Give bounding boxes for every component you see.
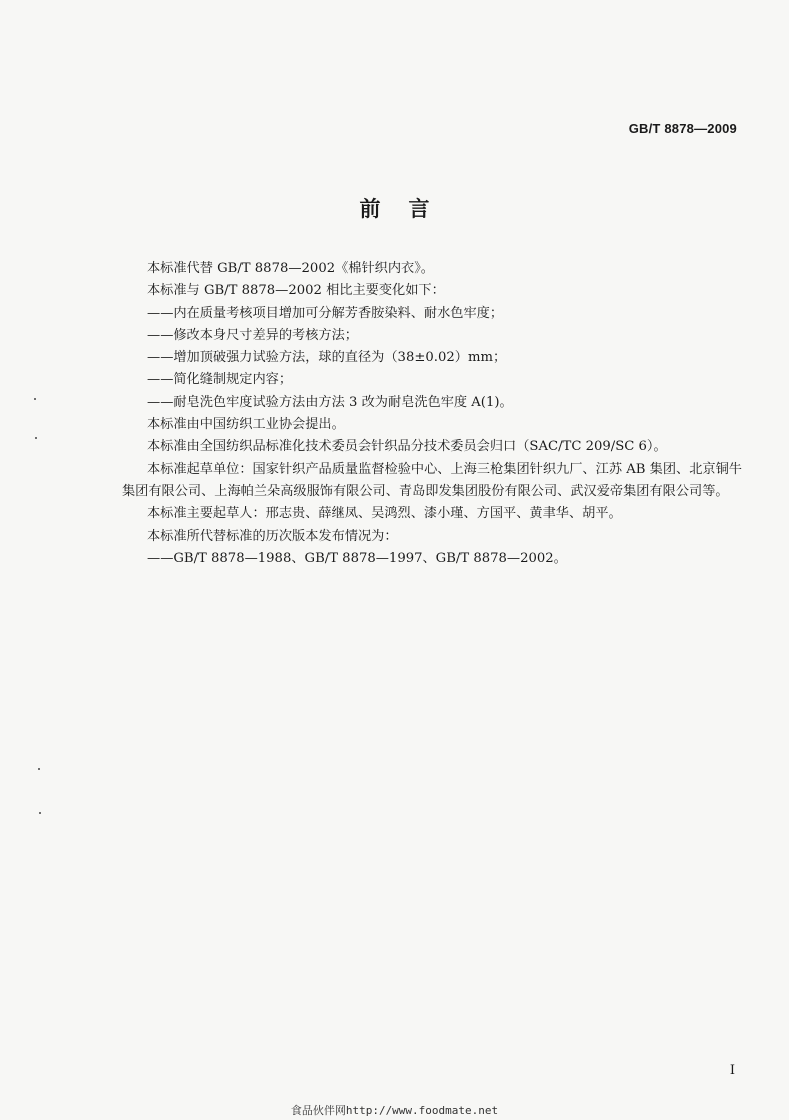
standard-number: GB/T 8878—2009 bbox=[628, 121, 737, 136]
paragraph-replaces: 本标准代替 GB/T 8878—2002《棉针织内衣》。 bbox=[147, 261, 434, 276]
foreword-title: 前言 bbox=[359, 197, 458, 221]
page-number: I bbox=[729, 1063, 735, 1078]
scan-speck bbox=[34, 398, 36, 400]
paragraph-drafters: 本标准主要起草人：邢志贵、薛继凤、吴鸿烈、漆小瑾、方国平、黄聿华、胡平。 bbox=[147, 506, 622, 522]
change-item: ——修改本身尺寸差异的考核方法； bbox=[147, 327, 358, 343]
paragraph-changes-intro: 本标准与 GB/T 8878—2002 相比主要变化如下： bbox=[147, 283, 445, 299]
footer-site-name: 食品伙伴网 bbox=[290, 1104, 346, 1117]
change-item: ——内在质量考核项目增加可分解芳香胺染料、耐水色牢度； bbox=[147, 305, 504, 321]
scan-speck bbox=[39, 812, 41, 814]
paragraph-proposer: 本标准由中国纺织工业协会提出。 bbox=[147, 417, 345, 433]
scan-speck bbox=[35, 437, 37, 439]
paragraph-administrator: 本标准由全国纺织品标准化技术委员会针织品分技术委员会归口（SAC/TC 209/SC 6）。 bbox=[147, 439, 667, 455]
footer-watermark bbox=[0, 1102, 789, 1118]
footer-url: http://www.foodmate.net bbox=[345, 1104, 499, 1117]
scan-speck bbox=[38, 768, 40, 770]
foreword-body bbox=[122, 258, 742, 570]
paragraph-drafting-units: 本标准起草单位：国家针织产品质量监督检验中心、上海三枪集团针织九厂、江苏 AB 集团、北京铜牛集团有限公司、上海帕兰朵高级服饰有限公司、青岛即发集团股份有限公司、武汉爱帝集团有限公司等。 bbox=[122, 461, 742, 499]
change-item: ——简化缝制规定内容； bbox=[147, 372, 293, 388]
change-item: ——增加顶破强力试验方法，球的直径为（38±0.02）mm； bbox=[147, 350, 507, 366]
paragraph-history-intro: 本标准所代替标准的历次版本发布情况为： bbox=[147, 528, 398, 544]
history-item: ——GB/T 8878—1988、GB/T 8878—1997、GB/T 8878—2002。 bbox=[147, 550, 567, 566]
change-item: ——耐皂洗色牢度试验方法由方法 3 改为耐皂洗色牢度 A(1)。 bbox=[147, 394, 513, 410]
